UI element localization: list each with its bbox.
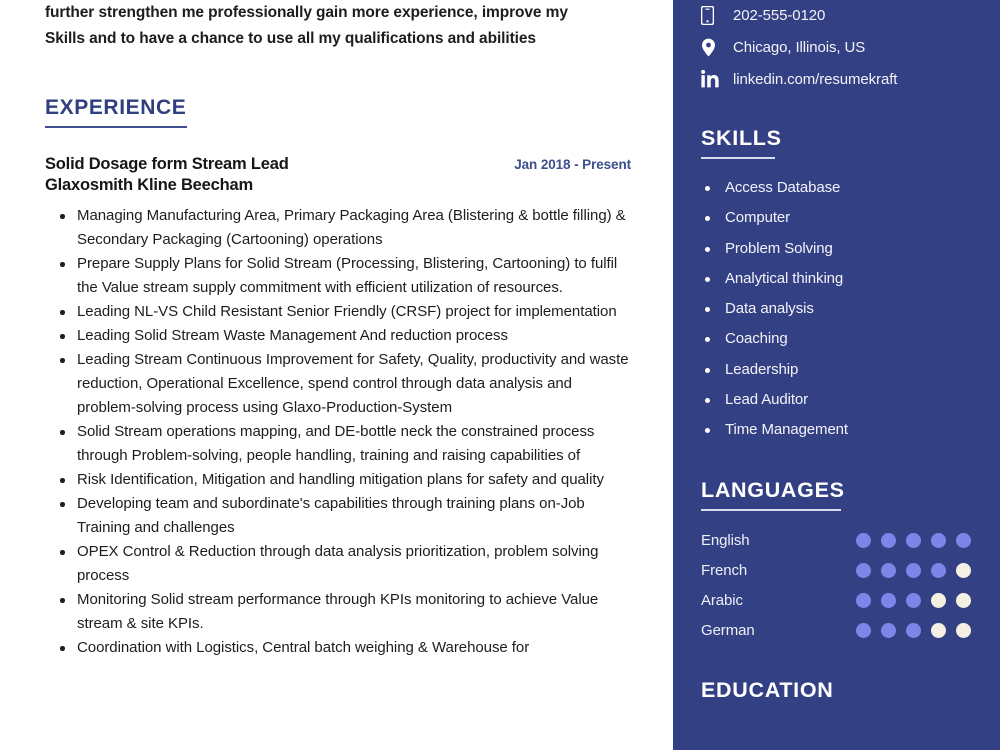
list-item: Managing Manufacturing Area, Primary Packaging Area (Blistering & bottle filling) & Secondary Packaging (Cartooning) operations [45, 204, 631, 252]
rating-dot [956, 593, 971, 608]
list-item [701, 586, 974, 616]
summary-line: further strengthen me professionally gain more experience, improve my [45, 4, 568, 21]
list-item: Leading NL-VS Child Resistant Senior Friendly (CRSF) project for implementation [45, 300, 631, 324]
list-item: OPEX Control & Reduction through data analysis prioritization, problem solving process [45, 540, 631, 588]
list-item: Coordination with Logistics, Central batch weighing & Warehouse for [45, 636, 631, 660]
contact-row-linkedin[interactable] [701, 64, 974, 94]
job-title: Solid Dosage form Stream Lead [45, 155, 289, 173]
heading-underline [701, 509, 841, 511]
phone-icon [701, 6, 723, 25]
list-item: Computer [701, 203, 974, 233]
language-name: German [701, 622, 755, 640]
rating-dot [931, 533, 946, 548]
list-item: Access Database [701, 173, 974, 203]
rating-dot [931, 623, 946, 638]
rating-dot [906, 533, 921, 548]
list-item [701, 556, 974, 586]
job-company: Glaxosmith Kline Beecham [45, 176, 253, 194]
language-level-rating [856, 533, 974, 548]
list-item: Analytical thinking [701, 264, 974, 294]
list-item: Lead Auditor [701, 385, 974, 415]
rating-dot [931, 563, 946, 578]
languages-heading: LANGUAGES [701, 477, 845, 502]
skills-heading: SKILLS [701, 126, 782, 150]
list-item: Problem Solving [701, 234, 974, 264]
list-item: Time Management [701, 415, 974, 445]
rating-dot [881, 593, 896, 608]
list-item: Monitoring Solid stream performance through KPIs monitoring to achieve Value stream & site KPIs. [45, 588, 631, 636]
list-item: Leadership [701, 355, 974, 385]
rating-dot [906, 623, 921, 638]
rating-dot [881, 533, 896, 548]
rating-dot [856, 623, 871, 638]
job-duties-list [45, 204, 631, 660]
language-level-rating [856, 623, 974, 638]
linkedin-icon [701, 70, 723, 88]
list-item: Data analysis [701, 294, 974, 324]
education-section-header [701, 678, 974, 702]
rating-dot [906, 593, 921, 608]
experience-entry-header [45, 155, 631, 174]
rating-dot [881, 623, 896, 638]
rating-dot [856, 533, 871, 548]
language-name: French [701, 562, 748, 580]
rating-dot [931, 593, 946, 608]
list-item: Developing team and subordinate's capabilities through training plans on-Job Training and challenges [45, 492, 631, 540]
phone-number: 202-555-0120 [733, 6, 826, 24]
skills-list [701, 173, 974, 446]
list-item: Leading Solid Stream Waste Management And reduction process [45, 324, 631, 348]
page-title-experience: EXPERIENCE [45, 96, 187, 119]
list-item: Risk Identification, Mitigation and handling mitigation plans for safety and quality [45, 468, 631, 492]
skills-section [701, 126, 974, 446]
language-level-rating [856, 593, 974, 608]
education-section [701, 678, 974, 702]
contact-row-phone [701, 0, 974, 30]
languages-list [701, 526, 974, 646]
summary-paragraph-continuation [45, 0, 631, 52]
list-item: Prepare Supply Plans for Solid Stream (Processing, Blistering, Cartooning) to fulfil the Value stream supply commitment with efficient utilization of resources. [45, 252, 631, 300]
linkedin-url: linkedin.com/resumekraft [733, 70, 898, 88]
contact-row-location [701, 32, 974, 62]
languages-section [701, 478, 974, 646]
language-level-rating [856, 563, 974, 578]
list-item [701, 526, 974, 556]
list-item: Leading Stream Continuous Improvement for Safety, Quality, productivity and waste reduction, Operational Excellence, spend control through data analysis and problem-solving process using Glaxo-Production-System [45, 348, 631, 420]
rating-dot [881, 563, 896, 578]
list-item [701, 616, 974, 646]
summary-line: Skills and to have a chance to use all my qualifications and abilities [45, 30, 536, 47]
experience-entry [45, 155, 631, 660]
job-date-range: Jan 2018 - Present [514, 157, 631, 172]
heading-underline [701, 157, 775, 159]
languages-section-header [701, 478, 974, 511]
resume-sidebar [673, 0, 1000, 750]
rating-dot [856, 593, 871, 608]
rating-dot [956, 623, 971, 638]
heading-underline [45, 126, 187, 128]
list-item: Coaching [701, 324, 974, 354]
location-text: Chicago, Illinois, US [733, 38, 866, 56]
rating-dot [906, 563, 921, 578]
rating-dot [856, 563, 871, 578]
language-name: Arabic [701, 592, 743, 610]
skills-section-header [701, 126, 974, 159]
experience-section-header [45, 96, 187, 128]
contact-info-block [701, 0, 974, 94]
list-item: Solid Stream operations mapping, and DE-bottle neck the constrained process through Problem-solving, people handling, training and raising capabilities of [45, 420, 631, 468]
language-name: English [701, 532, 750, 550]
location-pin-icon [701, 38, 723, 57]
rating-dot [956, 533, 971, 548]
education-heading: EDUCATION [701, 677, 834, 702]
rating-dot [956, 563, 971, 578]
